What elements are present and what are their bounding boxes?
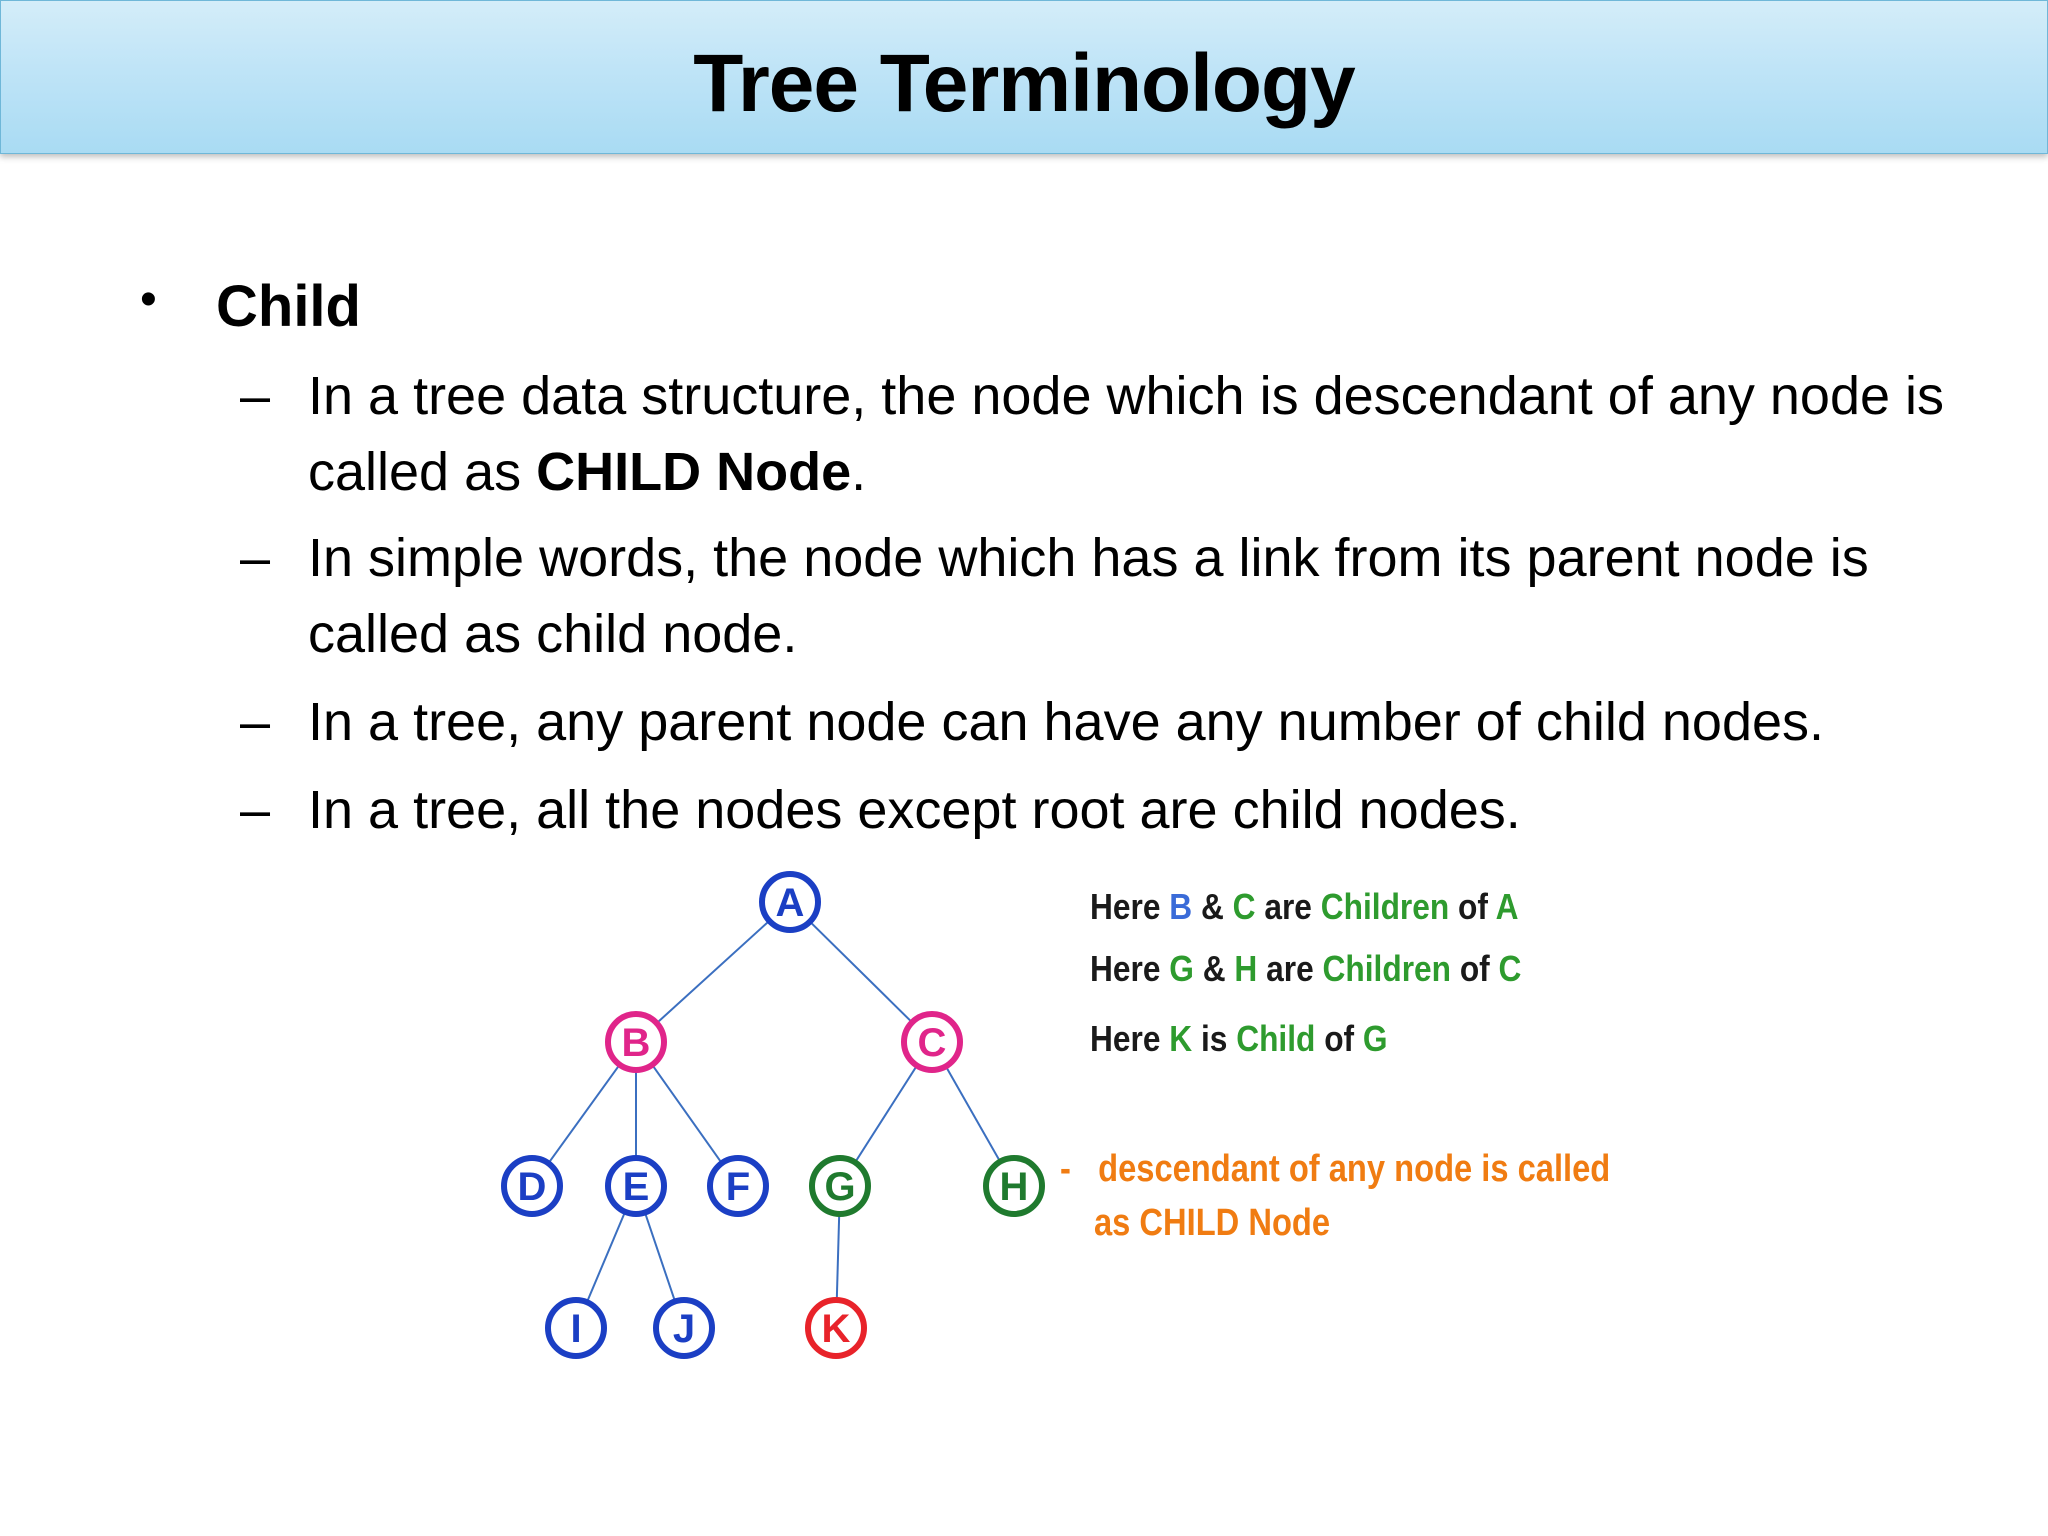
- tree-edge-A-C: [810, 922, 912, 1023]
- note-word: of: [1324, 1018, 1355, 1059]
- note-word: Here: [1090, 948, 1161, 989]
- note-word: are: [1264, 886, 1312, 927]
- note-line-1: [1090, 886, 1518, 928]
- description-text: descendant of any node is called: [1098, 1148, 1611, 1190]
- note-node-ref: G: [1362, 1018, 1388, 1059]
- tree-edge-E-I: [587, 1212, 625, 1302]
- tree-node-label-K: K: [821, 1307, 851, 1351]
- note-word: of: [1458, 886, 1488, 927]
- tree-edge-B-F: [652, 1065, 722, 1163]
- tree-node-label-J: J: [672, 1307, 696, 1351]
- note-keyword: Children: [1320, 886, 1450, 927]
- subpoint-text-end: .: [851, 442, 867, 502]
- note-word: &: [1200, 886, 1224, 927]
- note-word: Here: [1090, 886, 1161, 927]
- tree-diagram: [470, 850, 1090, 1390]
- description-line-1: [1060, 1148, 1610, 1191]
- tree-node-label-H: H: [999, 1165, 1029, 1209]
- note-node-ref: C: [1232, 886, 1256, 927]
- tree-node-label-C: C: [917, 1021, 947, 1065]
- note-node-ref: G: [1169, 948, 1194, 989]
- subpoint-4: [240, 772, 1980, 848]
- tree-edge-B-D: [548, 1065, 619, 1164]
- note-word: Here: [1090, 1018, 1161, 1059]
- note-keyword: Children: [1322, 948, 1452, 989]
- subpoint-2: [240, 520, 1980, 672]
- bullet-heading: Child: [216, 274, 361, 339]
- page-title: Tree Terminology: [693, 38, 1355, 129]
- note-word: are: [1266, 948, 1314, 989]
- subpoint-dash: –: [240, 780, 271, 840]
- tree-node-label-D: D: [517, 1165, 547, 1209]
- note-node-ref: H: [1234, 948, 1258, 989]
- note-line-3: [1090, 1018, 1388, 1060]
- subpoint-dash: –: [240, 692, 271, 752]
- tree-edge-G-K: [837, 1214, 839, 1300]
- tree-edge-C-H: [946, 1066, 1000, 1161]
- note-node-ref: C: [1498, 948, 1522, 989]
- note-node-ref: K: [1169, 1018, 1193, 1059]
- tree-edge-A-B: [657, 921, 770, 1023]
- subpoint-text-part: In a tree data structure, the node which is descendant of any node is called as: [308, 366, 1945, 502]
- tree-node-label-G: G: [824, 1165, 856, 1209]
- subpoint-text: In a tree, any parent node can have any number of child nodes.: [308, 692, 1825, 752]
- description-line-2: as CHILD Node: [1094, 1202, 1331, 1244]
- subpoint-dash: –: [240, 528, 271, 588]
- tree-node-label-A: A: [775, 881, 805, 925]
- note-line-2: [1090, 948, 1521, 990]
- bullet-marker: •: [140, 273, 157, 326]
- tree-node-label-F: F: [725, 1165, 751, 1209]
- tree-edge-E-J: [645, 1213, 675, 1302]
- note-word: of: [1459, 948, 1490, 989]
- subpoint-bold-term: CHILD Node: [536, 442, 852, 502]
- title-bar: [0, 0, 2048, 154]
- subpoint-1: [240, 358, 1980, 510]
- tree-node-label-E: E: [622, 1165, 650, 1209]
- note-word: is: [1200, 1018, 1228, 1059]
- tree-node-label-I: I: [570, 1307, 582, 1351]
- note-keyword: Child: [1236, 1018, 1316, 1059]
- subpoint-text: In simple words, the node which has a link from its parent node is called as child node.: [308, 528, 1869, 664]
- tree-edge-C-G: [855, 1066, 917, 1163]
- subpoint-3: [240, 684, 1980, 760]
- tree-node-label-B: B: [621, 1021, 651, 1065]
- note-word: &: [1202, 948, 1226, 989]
- note-node-ref: A: [1495, 886, 1519, 927]
- description-dash: -: [1060, 1148, 1071, 1190]
- subpoint-text: In a tree, all the nodes except root are child nodes.: [308, 780, 1521, 840]
- note-node-ref: B: [1169, 886, 1193, 927]
- subpoint-text: [308, 358, 1980, 510]
- subpoint-dash: –: [240, 366, 271, 426]
